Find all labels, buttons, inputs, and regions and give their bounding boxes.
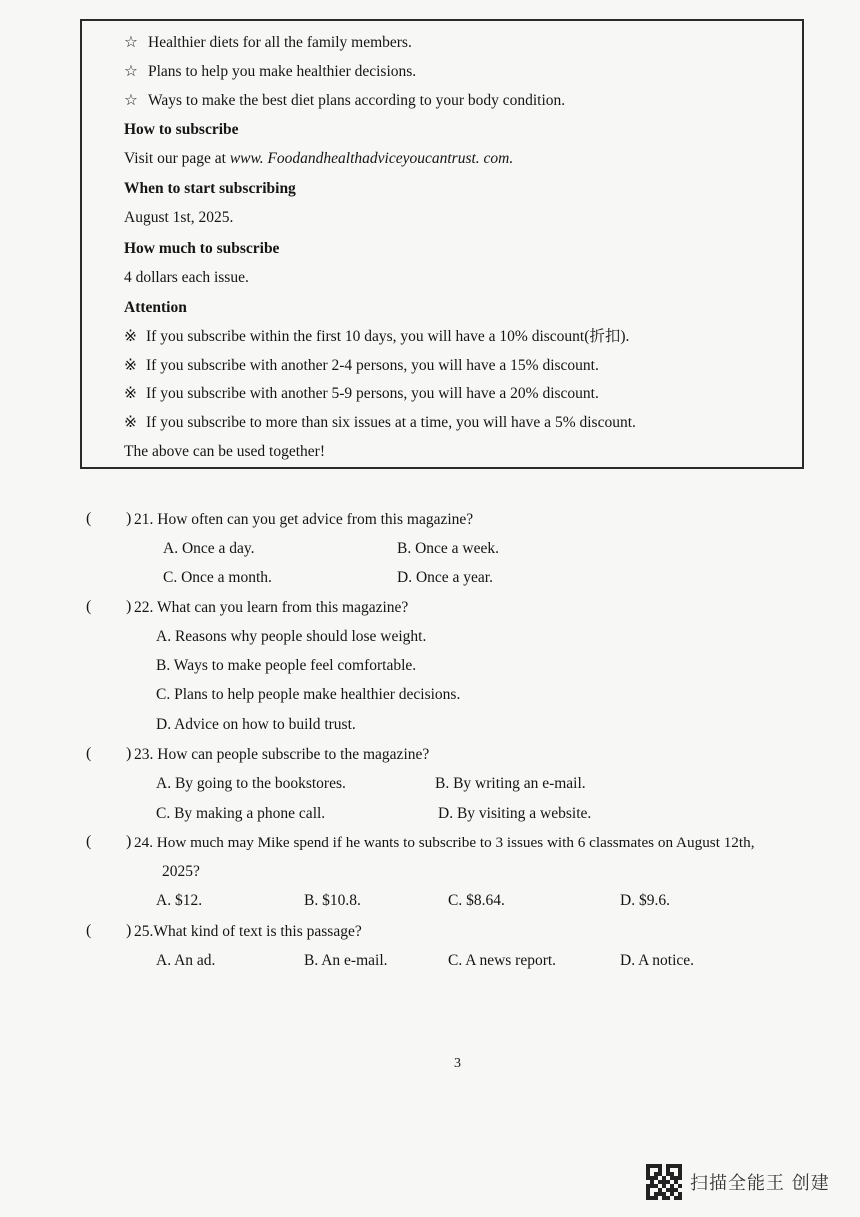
star-icon: ☆ — [124, 34, 138, 51]
price-heading: How much to subscribe — [124, 240, 280, 257]
option-b: B. Ways to make people feel comfortable. — [156, 657, 417, 674]
question-24: 24. How much may Mike spend if he wants to subscribe to 3 issues with 6 classmates on August 12th, — [134, 834, 755, 851]
option-a: A. By going to the bookstores. — [156, 775, 346, 792]
star-icon: ☆ — [124, 63, 138, 80]
question-25: 25.What kind of text is this passage? — [134, 923, 362, 940]
answer-blank-open: ( — [86, 598, 92, 615]
price-text: 4 dollars each issue. — [124, 269, 249, 286]
option-c: C. Plans to help people make healthier decisions. — [156, 686, 461, 703]
reference-mark-icon: ※ — [124, 385, 137, 402]
option-c: C. By making a phone call. — [156, 805, 326, 822]
question-23: 23. How can people subscribe to the magazine? — [134, 746, 430, 763]
answer-blank-close: ) — [126, 922, 132, 939]
option-a: A. $12. — [156, 892, 203, 909]
discount-note: ※ If you subscribe within the first 10 days, you will have a 10% discount(折扣). — [124, 328, 630, 345]
benefit-item: ☆ Plans to help you make healthier decisions. — [124, 63, 417, 80]
start-date-text: August 1st, 2025. — [124, 209, 234, 226]
answer-blank-open: ( — [86, 510, 92, 527]
answer-blank-open: ( — [86, 745, 92, 762]
option-d: D. A notice. — [620, 952, 695, 969]
closing-text: The above can be used together! — [124, 443, 325, 460]
answer-blank-open: ( — [86, 833, 92, 850]
reference-mark-icon: ※ — [124, 357, 137, 374]
reference-mark-icon: ※ — [124, 328, 137, 345]
answer-blank-close: ) — [126, 745, 132, 762]
option-b: B. $10.8. — [304, 892, 361, 909]
answer-blank-close: ) — [126, 833, 132, 850]
answer-blank-open: ( — [86, 922, 92, 939]
qr-code-icon — [646, 1164, 682, 1200]
option-b: B. An e-mail. — [304, 952, 388, 969]
option-b: B. Once a week. — [397, 540, 499, 557]
discount-note: ※ If you subscribe with another 2-4 persons, you will have a 15% discount. — [124, 357, 599, 374]
option-d: D. Advice on how to build trust. — [156, 716, 356, 733]
option-d: D. $9.6. — [620, 892, 670, 909]
reference-mark-icon: ※ — [124, 414, 137, 431]
option-d: D. By visiting a website. — [438, 805, 592, 822]
option-c: C. $8.64. — [448, 892, 505, 909]
benefit-item: ☆ Healthier diets for all the family members. — [124, 34, 412, 51]
website-url: www. Foodandhealthadviceyoucantrust. com. — [229, 150, 514, 167]
discount-note: ※ If you subscribe with another 5-9 persons, you will have a 20% discount. — [124, 385, 599, 402]
answer-blank-close: ) — [126, 510, 132, 527]
option-b: B. By writing an e-mail. — [435, 775, 586, 792]
option-c: C. A news report. — [448, 952, 557, 969]
scanner-watermark — [646, 1164, 830, 1200]
benefit-item: ☆ Ways to make the best diet plans according to your body condition. — [124, 92, 566, 109]
watermark-text: 扫描全能王 创建 — [690, 1173, 830, 1194]
option-a: A. Reasons why people should lose weight. — [156, 628, 427, 645]
question-22: 22. What can you learn from this magazine? — [134, 599, 409, 616]
star-icon: ☆ — [124, 92, 138, 109]
question-21: 21. How often can you get advice from this magazine? — [134, 511, 474, 528]
answer-blank-close: ) — [126, 598, 132, 615]
how-to-subscribe-heading: How to subscribe — [124, 121, 239, 138]
option-a: A. Once a day. — [163, 540, 255, 557]
page-number: 3 — [454, 1056, 461, 1071]
option-c: C. Once a month. — [163, 569, 272, 586]
discount-note: ※ If you subscribe to more than six issues at a time, you will have a 5% discount. — [124, 414, 636, 431]
attention-heading: Attention — [124, 299, 187, 316]
start-date-heading: When to start subscribing — [124, 180, 296, 197]
how-to-subscribe-text: Visit our page at www. Foodandhealthadviceyoucantrust. com. — [124, 150, 514, 167]
option-d: D. Once a year. — [397, 569, 493, 586]
advertisement-box — [80, 19, 804, 469]
question-24-continued: 2025? — [162, 863, 200, 880]
option-a: A. An ad. — [156, 952, 216, 969]
